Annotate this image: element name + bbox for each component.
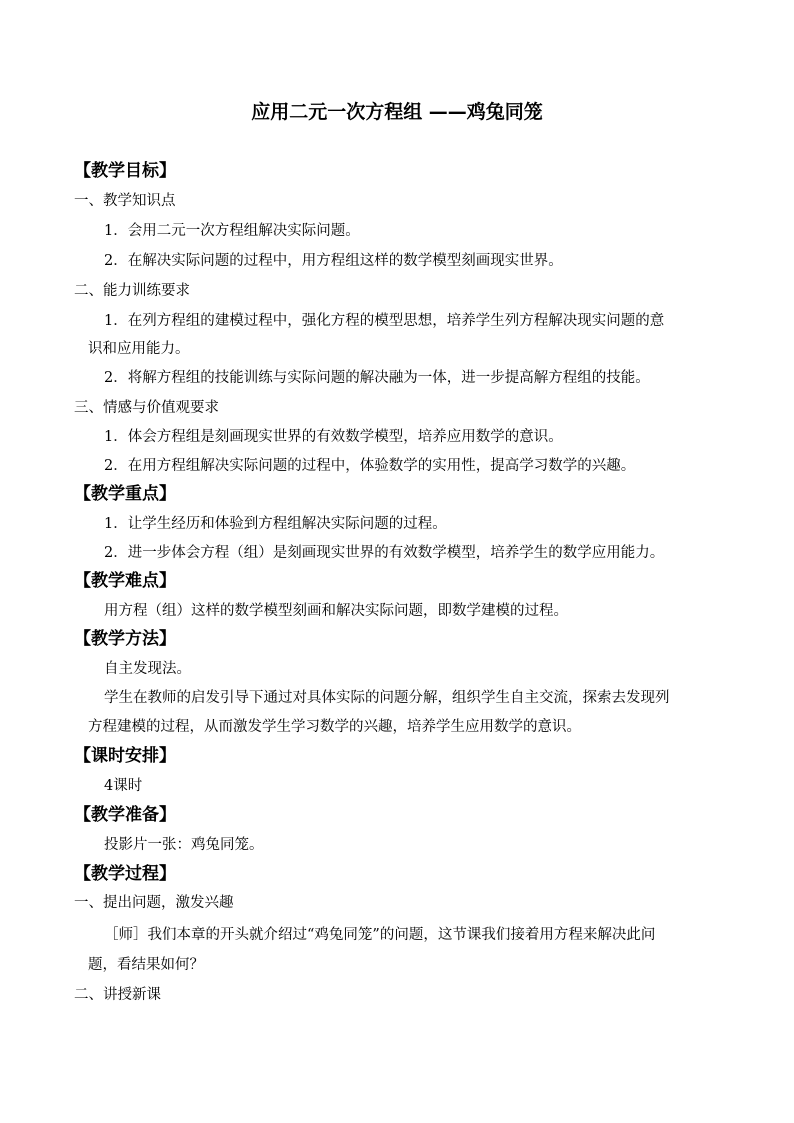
ability-item-1-line2: 识和应用能力。 [88, 341, 190, 357]
heading-difficulties: 【教学难点】 [74, 571, 176, 591]
heading-process: 【教学过程】 [74, 864, 176, 884]
section-ability-requirements: 二、能力训练要求 [74, 283, 190, 299]
process-text-line2: 题，看结果如何？ [88, 957, 204, 973]
method-text-1: 自主发现法。 [104, 661, 191, 677]
section-knowledge-points: 一、教学知识点 [74, 193, 176, 209]
section-raise-question: 一、提出问题，激发兴趣 [74, 895, 234, 911]
method-text-2-line1: 学生在教师的启发引导下通过对具体实际的问题分解，组织学生自主交流，探索去发现列 [104, 690, 670, 706]
heading-key-points: 【教学重点】 [74, 484, 176, 504]
schedule-text: 4课时 [104, 778, 143, 794]
section-emotion-values: 三、情感与价值观要求 [74, 400, 219, 416]
key-point-item-1: 1．让学生经历和体验到方程组解决实际问题的过程。 [104, 516, 447, 532]
heading-schedule: 【课时安排】 [74, 746, 176, 766]
preparation-text: 投影片一张：鸡兔同笼。 [104, 837, 264, 853]
knowledge-item-2: 2．在解决实际问题的过程中，用方程组这样的数学模型刻画现实世界。 [104, 253, 563, 269]
emotion-item-1: 1．体会方程组是刻画现实世界的有效数学模型，培养应用数学的意识。 [104, 429, 563, 445]
process-text-line1: ［师］我们本章的开头就介绍过“鸡兔同笼”的问题，这节课我们接着用方程来解决此问 [104, 927, 656, 943]
ability-item-1-line1: 1．在列方程组的建模过程中，强化方程的模型思想，培养学生列方程解决现实问题的意 [104, 313, 665, 329]
document-title: 应用二元一次方程组 ——鸡兔同笼 [251, 101, 543, 123]
heading-teaching-goals: 【教学目标】 [74, 161, 176, 181]
emotion-item-2: 2．在用方程组解决实际问题的过程中，体验数学的实用性，提高学习数学的兴趣。 [104, 458, 636, 474]
key-point-item-2: 2．进一步体会方程（组）是刻画现实世界的有效数学模型，培养学生的数学应用能力。 [104, 545, 665, 561]
ability-item-2: 2．将解方程组的技能训练与实际问题的解决融为一体，进一步提高解方程组的技能。 [104, 370, 650, 386]
difficulty-text: 用方程（组）这样的数学模型刻画和解决实际问题，即数学建模的过程。 [104, 603, 568, 619]
heading-methods: 【教学方法】 [74, 629, 176, 649]
knowledge-item-1: 1．会用二元一次方程组解决实际问题。 [104, 223, 360, 239]
heading-preparation: 【教学准备】 [74, 805, 176, 825]
method-text-2-line2: 方程建模的过程，从而激发学生学习数学的兴趣，培养学生应用数学的意识。 [88, 719, 581, 735]
section-new-lesson: 二、讲授新课 [74, 987, 161, 1003]
